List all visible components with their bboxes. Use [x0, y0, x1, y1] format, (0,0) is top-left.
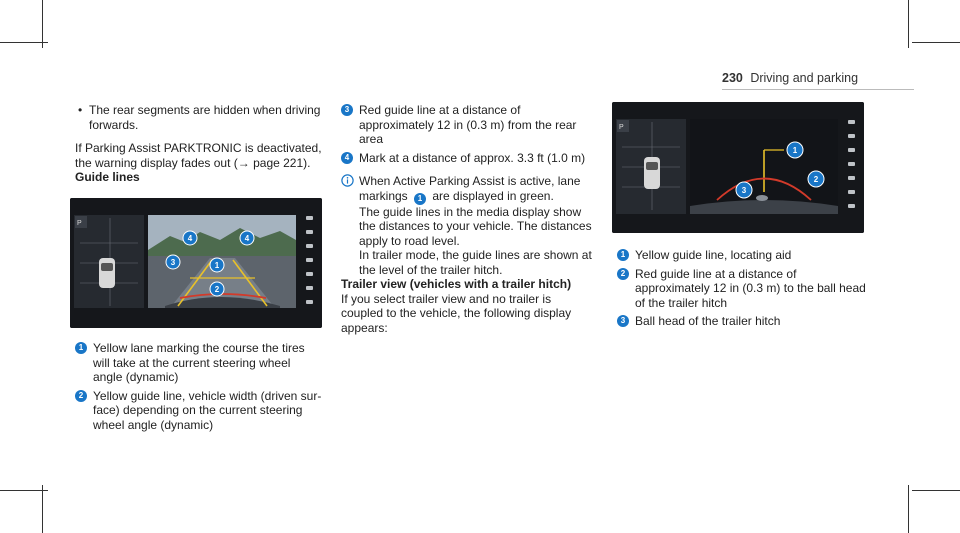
heading-trailer-view: Trailer view (vehicles with a trailer hitch) [341, 277, 572, 291]
trailer-camera-display [612, 102, 864, 233]
legend-text: Yellow guide line, vehicle width (driven surface) depending on the current steering wheel angle (dynamic) [93, 388, 322, 432]
parking-camera-display [70, 198, 322, 328]
crop-mark [912, 42, 960, 43]
running-header [722, 71, 858, 85]
legend-item [617, 314, 869, 329]
legend-item [341, 151, 595, 166]
legend-item [75, 389, 323, 433]
crop-mark [912, 490, 960, 491]
callout-number: 2 [214, 285, 220, 294]
column-1 [75, 103, 323, 185]
section-title: Driving and parking [750, 71, 859, 85]
legend-item [75, 341, 323, 385]
legend-text: Yellow guide line, locating aid [635, 248, 792, 262]
crop-mark [908, 485, 909, 533]
header-rule [722, 89, 914, 90]
heading-guide-lines: Guide lines [75, 170, 140, 184]
info-text: are displayed in green. [432, 188, 554, 203]
legend-text: Yellow lane marking the course the tires will take at the current steering wheel angle (dynamic) [93, 341, 305, 384]
legend-item [617, 248, 869, 263]
camera-figure-1 [70, 198, 322, 328]
callout-number: 1 [214, 261, 220, 270]
camera-figure-2 [612, 102, 864, 233]
callout-number: 3 [741, 186, 747, 195]
crop-mark [0, 42, 48, 43]
callout-number: 4 [187, 234, 193, 243]
legend-item [341, 103, 595, 147]
info-text: When Active Parking Assist is active, lane markings [359, 174, 581, 203]
legend-item [617, 267, 869, 311]
callout-number: 4 [244, 234, 250, 243]
paragraph-parktronic: If Parking Assist PARKTRONIC is deactivated, the warning display fades out (→ page 221). [75, 141, 322, 170]
legend-number-badge: 1 [617, 249, 629, 261]
page-number: 230 [722, 71, 743, 85]
legend-text: Ball head of the trailer hitch [635, 314, 781, 328]
legend-text: Mark at a distance of approx. 3.3 ft (1.0 m) [359, 150, 586, 165]
crop-mark [42, 0, 43, 48]
legend-number-badge: 3 [341, 104, 353, 116]
legend-number-badge: 4 [341, 152, 353, 164]
info-icon [341, 174, 354, 187]
crop-mark [42, 485, 43, 533]
crop-mark [908, 0, 909, 48]
callout-number: 2 [813, 175, 819, 184]
park-status-label: P [619, 124, 624, 131]
column-1-legend [75, 337, 323, 432]
legend-number-badge: 2 [617, 268, 629, 280]
info-note [341, 174, 595, 277]
legend-number-badge: 1 [75, 342, 87, 354]
legend-number-badge: 2 [75, 390, 87, 402]
info-line-distances: The guide lines in the media display show the distances to your vehicle. The distances apply to road level. [359, 204, 592, 248]
column-3-legend [617, 244, 869, 329]
callout-number: 1 [792, 146, 798, 155]
info-line-lane-markings [359, 174, 595, 205]
legend-number-badge: 3 [617, 315, 629, 327]
inline-number-badge: 1 [414, 193, 426, 205]
column-2 [341, 103, 595, 335]
bullet-item: • The rear segments are hidden when driving forwards. [75, 103, 323, 132]
legend-text: Red guide line at a distance of approximately 12 in (0.3 m) to the ball head of the trailer hitch [635, 266, 866, 310]
info-line-trailer-mode: In trailer mode, the guide lines are shown at the level of the trailer hitch. [359, 248, 592, 277]
paragraph-trailer-view: If you select trailer view and no trailer is coupled to the vehicle, the following display appears: [341, 291, 572, 335]
callout-number: 3 [170, 258, 176, 267]
park-status-label: P [77, 220, 82, 227]
crop-mark [0, 490, 48, 491]
legend-text: Red guide line at a distance of approximately 12 in (0.3 m) from the rear area [359, 103, 577, 146]
